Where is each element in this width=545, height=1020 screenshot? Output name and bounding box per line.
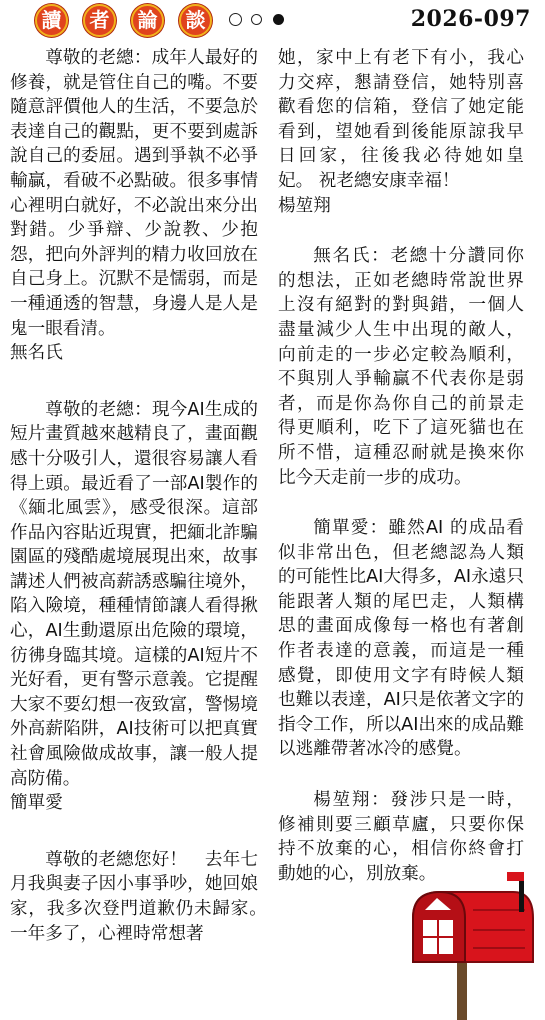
letter-text: 尊敬的老總您好！ 去年七月我與妻子因小事爭吵，她回娘家，我多次登門道歉仍未歸家。 一年多了，心裡時常想著 (10, 849, 276, 944)
header-badge: 論 (131, 4, 164, 37)
header-badge: 讀 (35, 4, 68, 37)
header-badge: 談 (179, 4, 212, 37)
circle-outline-icon (229, 13, 242, 26)
header-badge: 者 (83, 4, 116, 37)
circle-outline-icon (251, 14, 262, 25)
letter-text: 她，家中上有老下有小，我心力交瘁，懇請登信，她特別喜歡看您的信箱，登信了她定能看到，望她看到後能原諒我早日回家，往後我必待她如皇妃。 祝老總安康幸福！ (278, 48, 524, 191)
letter-signature: 無名氏 (10, 343, 63, 364)
issue-number: 2026-097 (410, 6, 531, 32)
reply-text: 楊堃翔：發涉只是一時，修補則要三顧草廬，只要你保持不放棄的心，相信你終會打動她的心，別放棄。 (278, 790, 524, 884)
letter-text: 尊敬的老總：現今AI生成的短片畫質越來越精良了，畫面觀感十分吸引人，還很容易讓人看得上頭。最近看了一部AI製作的《緬北風雲》，感受很深。這部作品內容貼近現實，把緬北詐騙園區的殘酷處境展現出來，故事講述人們被高薪誘惑騙往境外，陷入險境，種種情節讓人看得揪心，AI生動還原出危險的環境，彷彿身臨其境。這樣的AI短片不光好看，更有警示意義。它提醒大家不要幻想一夜致富，警惕境外高薪陷阱，AI技術可以把真實社會風險做成故事，讓一般人提高防備。 (10, 399, 258, 789)
right-column (278, 46, 524, 886)
reply-text: 無名氏：老總十分讚同你的想法，正如老總時常說世界上沒有絕對的對與錯，一個人盡量減少人生中出現的敵人，向前走的一步必定較為順利，不與別人爭輸贏不代表你是弱者，而是你為你自己的前景走得更順利，吃下了這死貓也在所不惜，這種忍耐就是換來你比今天走前一步的成功。 (278, 246, 524, 488)
left-column (10, 46, 276, 946)
letter-signature: 簡單愛 (10, 793, 63, 814)
mailbox-icon (395, 870, 535, 1020)
circle-filled-icon (273, 14, 284, 25)
reply-text: 簡單愛：雖然AI 的成品看似非常出色，但老總認為人類的可能性比AI大得多，AI永遠只能跟著人類的尾巴走，人類構思的畫面成像每一格也有著創作者表達的意義，而這是一種感覺，即使用文字有時候人類也難以表達，AI只是依著文字的指令工作，所以AI出來的成品難以逃離帶著冰冷的感覺。 (278, 518, 524, 760)
letter-text: 尊敬的老總：成年人最好的修養，就是管住自己的嘴。不要隨意評價他人的生活，不要急於表達自己的觀點，更不要到處訴說自己的委屈。遇到爭執不必爭輸贏，看破不必點破。很多事情心裡明白就好，不必說出來分出對錯。少爭辯、少說教、少抱怨，把向外評判的精力收回放在自己身上。沉默不是懦弱，而是一種通透的智慧，身邊人是人是鬼一眼看清。 (10, 48, 258, 339)
letter-signature: 楊堃翔 (278, 195, 331, 216)
section-header (0, 0, 545, 38)
